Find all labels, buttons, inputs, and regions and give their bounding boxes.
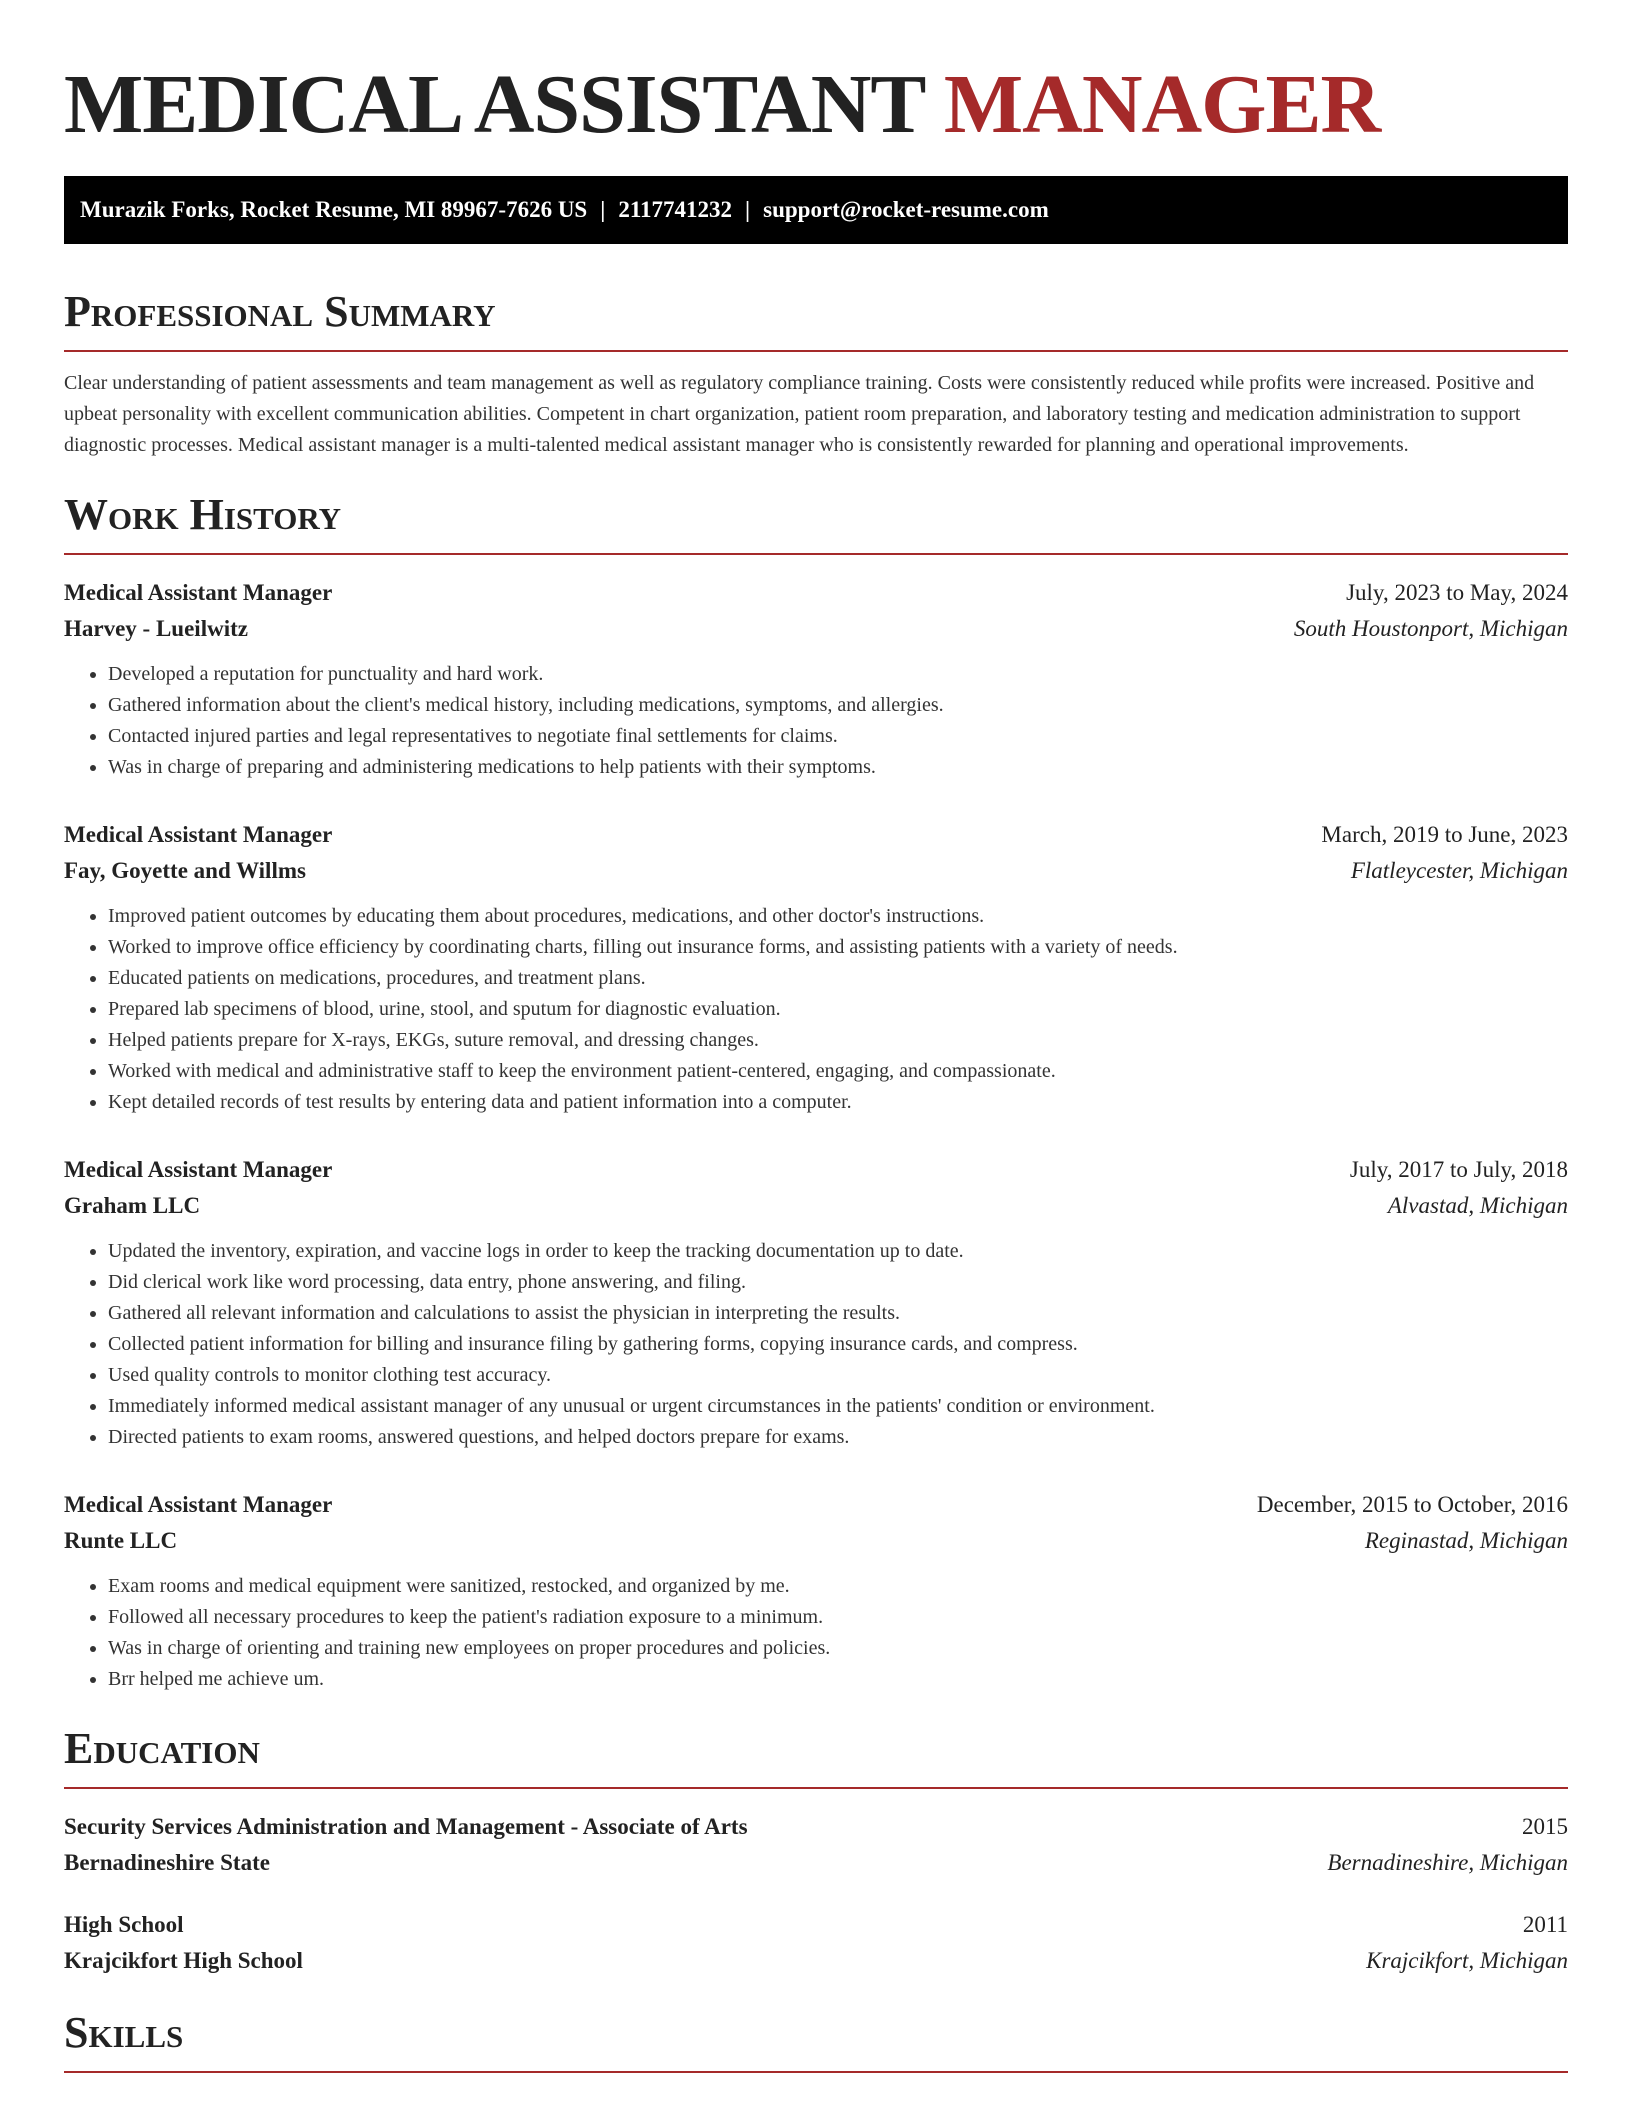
job-dates: December, 2015 to October, 2016 <box>1256 1492 1568 1517</box>
job-company-row <box>64 611 1568 647</box>
job-bullet: • Immediately informed medical assistant manager of any unusual or urgent circumstances in the patients' condition or environment. <box>108 1391 1568 1422</box>
education-entry <box>64 1809 1568 1881</box>
job-bullet: • Worked with medical and administrative staff to keep the environment patient-centered, engaging, and compassionate. <box>108 1056 1568 1087</box>
job-bullet: • Developed a reputation for punctuality and hard work. <box>108 659 1568 690</box>
job-company: Fay, Goyette and Willms <box>64 858 306 883</box>
job-bullet: • Did clerical work like word processing, data entry, phone answering, and filing. <box>108 1267 1568 1298</box>
education-degree-row <box>64 1907 1568 1943</box>
work-history-heading: Work History <box>64 489 1568 555</box>
job-bullet: • Gathered all relevant information and calculations to assist the physician in interpreting the results. <box>108 1298 1568 1329</box>
job-entry <box>64 1487 1568 1695</box>
job-bullet: • Helped patients prepare for X-rays, EKGs, suture removal, and dressing changes. <box>108 1025 1568 1056</box>
education-degree: High School <box>64 1912 184 1937</box>
job-company-row <box>64 1523 1568 1559</box>
job-bullet: • Was in charge of preparing and administering medications to help patients with their symptoms. <box>108 752 1568 783</box>
job-location: Alvastad, Michigan <box>1387 1193 1568 1218</box>
job-bullet: • Followed all necessary procedures to keep the patient's radiation exposure to a minimum. <box>108 1602 1568 1633</box>
job-company: Graham LLC <box>64 1193 201 1218</box>
job-location: Reginastad, Michigan <box>1364 1528 1568 1553</box>
education-heading: Education <box>64 1723 1568 1789</box>
education-list <box>64 1809 1568 1979</box>
job-bullet: • Prepared lab specimens of blood, urine, stool, and sputum for diagnostic evaluation. <box>108 994 1568 1025</box>
job-entry <box>64 817 1568 1118</box>
job-company-row <box>64 853 1568 889</box>
education-location: Bernadineshire, Michigan <box>1327 1850 1568 1875</box>
job-company: Harvey - Lueilwitz <box>64 616 248 641</box>
job-dates: March, 2019 to June, 2023 <box>1321 822 1568 847</box>
job-company-row <box>64 1188 1568 1224</box>
education-year: 2015 <box>1522 1814 1568 1839</box>
job-bullets <box>64 659 1568 783</box>
contact-bar <box>64 176 1568 244</box>
education-school: Bernadineshire State <box>64 1850 270 1875</box>
contact-separator: | <box>600 197 606 222</box>
education-location: Krajcikfort, Michigan <box>1366 1948 1568 1973</box>
title-accent: MANAGER <box>943 58 1381 151</box>
job-bullet: • Exam rooms and medical equipment were sanitized, restocked, and organized by me. <box>108 1571 1568 1602</box>
education-year: 2011 <box>1522 1912 1568 1937</box>
education-degree-row <box>64 1809 1568 1845</box>
job-bullet: • Was in charge of orienting and training new employees on proper procedures and policies. <box>108 1633 1568 1664</box>
job-title: Medical Assistant Manager <box>64 580 333 605</box>
education-entry <box>64 1907 1568 1979</box>
job-bullet: • Contacted injured parties and legal representatives to negotiate final settlements for claims. <box>108 721 1568 752</box>
resume-title <box>64 0 1568 150</box>
job-bullet: • Collected patient information for billing and insurance filing by gathering forms, copying insurance cards, and compress. <box>108 1329 1568 1360</box>
education-school-row <box>64 1943 1568 1979</box>
contact-address: Murazik Forks, Rocket Resume, MI 89967-7626 US <box>80 197 588 222</box>
summary-text: Clear understanding of patient assessments and team management as well as regulatory compliance training. Costs were consistently reduced while profits were increased. Positive and upbeat personality with excellent communication abilities. Competent in chart organization, patient room preparation, and laboratory testing and medication administration to support diagnostic processes. Medical assistant manager is a multi-talented medical assistant manager who is consistently rewarded for planning and operational improvements. <box>64 372 1535 456</box>
job-entry <box>64 1152 1568 1453</box>
education-school-row <box>64 1845 1568 1881</box>
job-title: Medical Assistant Manager <box>64 1492 333 1517</box>
job-title-row <box>64 817 1568 853</box>
job-title-row <box>64 575 1568 611</box>
job-location: Flatleycester, Michigan <box>1350 858 1568 883</box>
job-bullets <box>64 1236 1568 1453</box>
job-bullet: • Used quality controls to monitor clothing test accuracy. <box>108 1360 1568 1391</box>
job-dates: July, 2017 to July, 2018 <box>1349 1157 1568 1182</box>
job-company: Runte LLC <box>64 1528 178 1553</box>
job-bullet: • Kept detailed records of test results by entering data and patient information into a computer. <box>108 1087 1568 1118</box>
job-bullet: • Brr helped me achieve um. <box>108 1664 1568 1695</box>
education-degree: Security Services Administration and Management - Associate of Arts <box>64 1814 748 1839</box>
job-bullet: • Directed patients to exam rooms, answered questions, and helped doctors prepare for exams. <box>108 1422 1568 1453</box>
job-bullet: • Educated patients on medications, procedures, and treatment plans. <box>108 963 1568 994</box>
contact-separator: | <box>745 197 751 222</box>
job-dates: July, 2023 to May, 2024 <box>1346 580 1568 605</box>
title-main: MEDICAL ASSISTANT <box>64 58 924 151</box>
summary-heading: Professional Summary <box>64 286 1568 352</box>
job-bullets <box>64 901 1568 1118</box>
job-title-row <box>64 1152 1568 1188</box>
job-title-row <box>64 1487 1568 1523</box>
job-title: Medical Assistant Manager <box>64 1157 333 1182</box>
contact-email: support@rocket-resume.com <box>763 197 1049 222</box>
job-location: South Houstonport, Michigan <box>1293 616 1568 641</box>
job-bullets <box>64 1571 1568 1695</box>
job-title: Medical Assistant Manager <box>64 822 333 847</box>
education-school: Krajcikfort High School <box>64 1948 303 1973</box>
work-history-list <box>64 575 1568 1695</box>
job-bullet: • Updated the inventory, expiration, and vaccine logs in order to keep the tracking documentation up to date. <box>108 1236 1568 1267</box>
job-bullet: • Gathered information about the client's medical history, including medications, symptoms, and allergies. <box>108 690 1568 721</box>
job-bullet: • Improved patient outcomes by educating them about procedures, medications, and other doctor's instructions. <box>108 901 1568 932</box>
job-entry <box>64 575 1568 783</box>
job-bullet: • Worked to improve office efficiency by coordinating charts, filling out insurance forms, and assisting patients with a variety of needs. <box>108 932 1568 963</box>
skills-heading: Skills <box>64 2007 1568 2073</box>
contact-phone: 2117741232 <box>618 197 733 222</box>
